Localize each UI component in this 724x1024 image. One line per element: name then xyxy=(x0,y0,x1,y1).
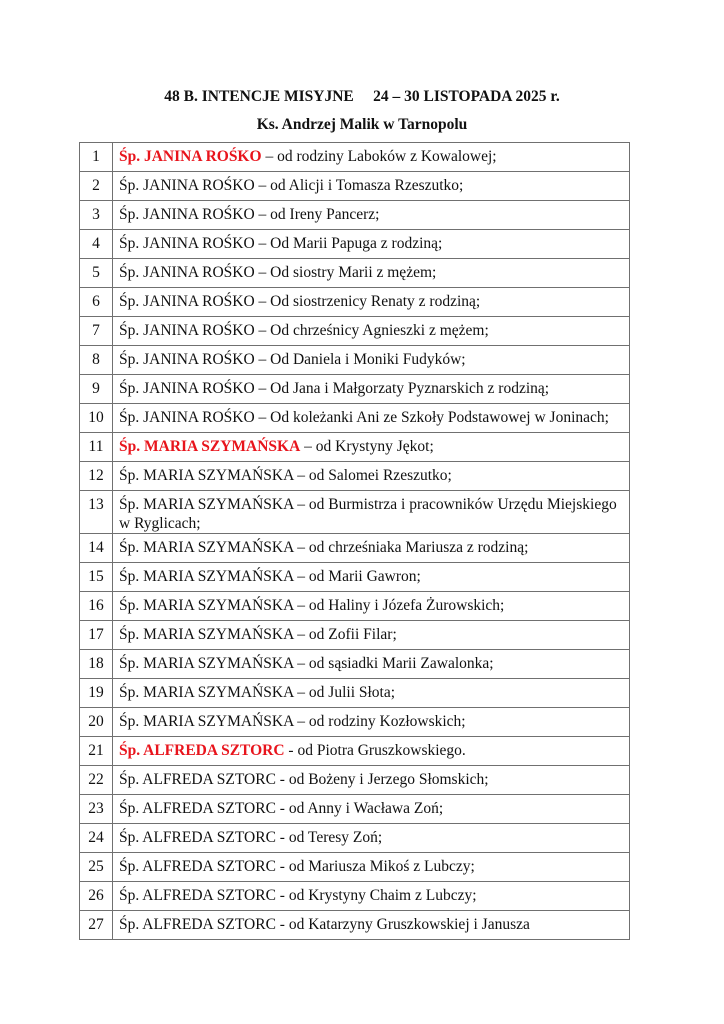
intention-text xyxy=(113,346,630,375)
table-row xyxy=(80,853,630,882)
intention-text xyxy=(113,708,630,737)
intention-from: - od Katarzyny Gruszkowskiej i Janusza xyxy=(275,916,530,933)
deceased-name: Śp. JANINA ROŚKO xyxy=(119,380,255,397)
row-number: 20 xyxy=(80,708,113,737)
deceased-name: Śp. JANINA ROŚKO xyxy=(119,409,255,426)
row-number: 17 xyxy=(80,621,113,650)
intention-from: - od Mariusza Mikoś z Lubczy; xyxy=(275,858,475,875)
deceased-name: Śp. MARIA SZYMAŃSKA xyxy=(119,539,294,556)
deceased-name: Śp. JANINA ROŚKO xyxy=(119,235,255,252)
deceased-name: Śp. MARIA SZYMAŃSKA xyxy=(119,496,294,513)
intention-text xyxy=(113,882,630,911)
intention-from: - od Anny i Wacława Zoń; xyxy=(275,800,444,817)
row-number: 13 xyxy=(80,491,113,534)
table-row xyxy=(80,288,630,317)
intention-text xyxy=(113,824,630,853)
intention-text xyxy=(113,404,630,433)
deceased-name: Śp. JANINA ROŚKO xyxy=(119,177,255,194)
intention-from: – Od chrześnicy Agnieszki z mężem; xyxy=(254,322,489,339)
deceased-name: Śp. JANINA ROŚKO xyxy=(119,264,255,281)
intention-text xyxy=(113,563,630,592)
deceased-name: Śp. JANINA ROŚKO xyxy=(119,322,255,339)
table-row xyxy=(80,534,630,563)
table-row xyxy=(80,375,630,404)
deceased-name: Śp. ALFREDA SZTORC xyxy=(119,858,276,875)
deceased-name: Śp. JANINA ROŚKO xyxy=(119,206,255,223)
row-number: 12 xyxy=(80,462,113,491)
row-number: 19 xyxy=(80,679,113,708)
intention-text xyxy=(113,650,630,679)
deceased-name: Śp. MARIA SZYMAŃSKA xyxy=(119,626,294,643)
table-row xyxy=(80,766,630,795)
deceased-name: Śp. ALFREDA SZTORC xyxy=(119,916,276,933)
intention-text xyxy=(113,737,630,766)
intention-text xyxy=(113,201,630,230)
intention-text xyxy=(113,911,630,940)
intention-from: - od Teresy Zoń; xyxy=(275,829,383,846)
row-number: 11 xyxy=(80,433,113,462)
intention-text xyxy=(113,853,630,882)
row-number: 23 xyxy=(80,795,113,824)
deceased-name: Śp. JANINA ROŚKO xyxy=(119,148,262,165)
intention-from: – od Salomei Rzeszutko; xyxy=(293,467,452,484)
table-row xyxy=(80,259,630,288)
intention-from: - od Piotra Gruszkowskiego. xyxy=(284,742,466,759)
table-row xyxy=(80,563,630,592)
intention-text xyxy=(113,491,630,534)
row-number: 21 xyxy=(80,737,113,766)
row-number: 10 xyxy=(80,404,113,433)
table-row xyxy=(80,201,630,230)
row-number: 16 xyxy=(80,592,113,621)
row-number: 9 xyxy=(80,375,113,404)
row-number: 5 xyxy=(80,259,113,288)
row-number: 2 xyxy=(80,172,113,201)
row-number: 6 xyxy=(80,288,113,317)
intention-text xyxy=(113,766,630,795)
intention-from: – od Haliny i Józefa Żurowskich; xyxy=(293,597,505,614)
deceased-name: Śp. MARIA SZYMAŃSKA xyxy=(119,684,294,701)
deceased-name: Śp. MARIA SZYMAŃSKA xyxy=(119,597,294,614)
intention-from: – od Zofii Filar; xyxy=(293,626,397,643)
row-number: 27 xyxy=(80,911,113,940)
intentions-table xyxy=(79,142,630,940)
intention-text xyxy=(113,317,630,346)
table-row xyxy=(80,708,630,737)
intention-text xyxy=(113,462,630,491)
document-subtitle: Ks. Andrzej Malik w Tarnopolu xyxy=(256,116,468,133)
deceased-name: Śp. MARIA SZYMAŃSKA xyxy=(119,655,294,672)
deceased-name: Śp. MARIA SZYMAŃSKA xyxy=(119,438,301,455)
intention-text xyxy=(113,433,630,462)
table-row xyxy=(80,592,630,621)
row-number: 24 xyxy=(80,824,113,853)
intention-from: – od rodziny Laboków z Kowalowej; xyxy=(261,148,497,165)
table-row xyxy=(80,346,630,375)
table-row xyxy=(80,882,630,911)
intention-from: – Od Jana i Małgorzaty Pyznarskich z rodziną; xyxy=(254,380,550,397)
table-row xyxy=(80,911,630,940)
intention-from: - od Krystyny Chaim z Lubczy; xyxy=(275,887,477,904)
intention-from: – od Krystyny Jękot; xyxy=(300,438,434,455)
row-number: 1 xyxy=(80,143,113,172)
intention-text xyxy=(113,143,630,172)
intention-from: – od rodziny Kozłowskich; xyxy=(293,713,466,730)
table-row xyxy=(80,795,630,824)
row-number: 4 xyxy=(80,230,113,259)
intention-from: – Od siostrzenicy Renaty z rodziną; xyxy=(254,293,481,310)
row-number: 26 xyxy=(80,882,113,911)
intention-from: – od sąsiadki Marii Zawalonka; xyxy=(293,655,494,672)
intention-from: – od chrześniaka Mariusza z rodziną; xyxy=(293,539,529,556)
intention-text xyxy=(113,230,630,259)
intention-text xyxy=(113,288,630,317)
table-row xyxy=(80,433,630,462)
intention-from: – Od Marii Papuga z rodziną; xyxy=(254,235,443,252)
table-row xyxy=(80,230,630,259)
intention-from: – od Marii Gawron; xyxy=(293,568,421,585)
intention-text xyxy=(113,621,630,650)
intention-from: – Od siostry Marii z mężem; xyxy=(254,264,437,281)
intention-from: – od Burmistrza i pracowników Urzędu Miejskiego w Ryglicach; xyxy=(119,496,617,532)
deceased-name: Śp. ALFREDA SZTORC xyxy=(119,771,276,788)
table-row xyxy=(80,737,630,766)
table-row xyxy=(80,172,630,201)
row-number: 7 xyxy=(80,317,113,346)
row-number: 25 xyxy=(80,853,113,882)
intention-from: – Od koleżanki Ani ze Szkoły Podstawowej w Joninach; xyxy=(254,409,609,426)
deceased-name: Śp. ALFREDA SZTORC xyxy=(119,800,276,817)
document-title: 48 B. INTENCJE MISYJNE 24 – 30 LISTOPADA 2025 r. xyxy=(164,88,560,105)
intention-from: - od Bożeny i Jerzego Słomskich; xyxy=(275,771,489,788)
deceased-name: Śp. ALFREDA SZTORC xyxy=(119,829,276,846)
intention-text xyxy=(113,259,630,288)
table-row xyxy=(80,462,630,491)
row-number: 18 xyxy=(80,650,113,679)
deceased-name: Śp. MARIA SZYMAŃSKA xyxy=(119,568,294,585)
deceased-name: Śp. JANINA ROŚKO xyxy=(119,293,255,310)
table-row xyxy=(80,143,630,172)
row-number: 14 xyxy=(80,534,113,563)
table-row xyxy=(80,824,630,853)
deceased-name: Śp. JANINA ROŚKO xyxy=(119,351,255,368)
intention-text xyxy=(113,795,630,824)
intention-text xyxy=(113,534,630,563)
row-number: 15 xyxy=(80,563,113,592)
intention-from: – Od Daniela i Moniki Fudyków; xyxy=(254,351,466,368)
intention-from: – od Alicji i Tomasza Rzeszutko; xyxy=(254,177,464,194)
row-number: 8 xyxy=(80,346,113,375)
row-number: 22 xyxy=(80,766,113,795)
intention-text xyxy=(113,679,630,708)
deceased-name: Śp. ALFREDA SZTORC xyxy=(119,742,285,759)
intention-text xyxy=(113,375,630,404)
row-number: 3 xyxy=(80,201,113,230)
table-row xyxy=(80,404,630,433)
intention-text xyxy=(113,172,630,201)
deceased-name: Śp. MARIA SZYMAŃSKA xyxy=(119,713,294,730)
table-row xyxy=(80,317,630,346)
intention-text xyxy=(113,592,630,621)
table-row xyxy=(80,679,630,708)
deceased-name: Śp. MARIA SZYMAŃSKA xyxy=(119,467,294,484)
table-row xyxy=(80,491,630,534)
table-row xyxy=(80,621,630,650)
intention-from: – od Ireny Pancerz; xyxy=(254,206,380,223)
table-row xyxy=(80,650,630,679)
deceased-name: Śp. ALFREDA SZTORC xyxy=(119,887,276,904)
intention-from: – od Julii Słota; xyxy=(293,684,396,701)
